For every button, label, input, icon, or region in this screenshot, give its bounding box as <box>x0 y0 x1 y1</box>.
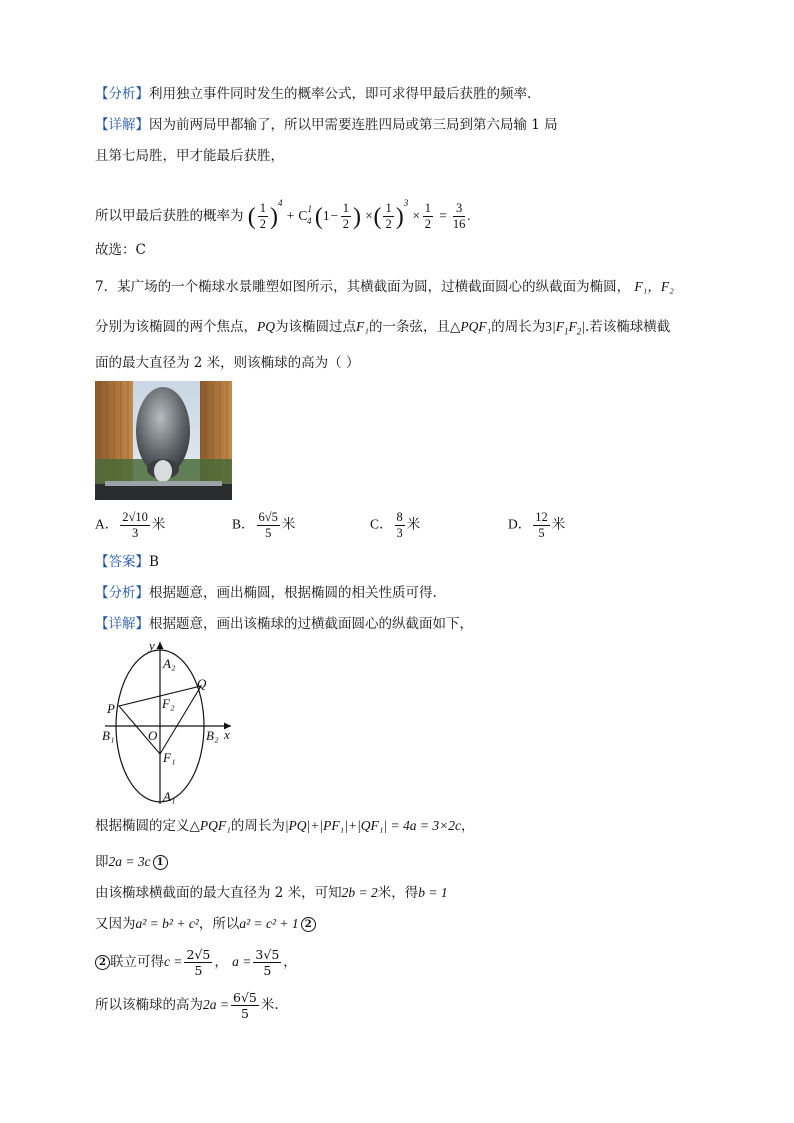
q7-stem-line1: 7．某广场的一个椭球水景雕塑如图所示，其横截面为圆，过横截面圆心的纵截面为椭圆， F₁，F₂ <box>95 279 674 295</box>
label-f1: F₁ <box>163 750 176 765</box>
step-5: 2 联立可得c = $\frac{2√5}{5}$ ， a = $\frac{3√5}{5}$ ， <box>95 945 297 979</box>
q7-analysis: 【分析】根据题意，画出椭圆，根据椭圆的相关性质可得. <box>95 585 437 601</box>
ellipse-diagram <box>93 636 243 815</box>
label-f2: F₂ <box>162 696 175 711</box>
detail-tag: 【详解】 <box>95 117 149 133</box>
probability-expression: ( $\frac{1}{2}$ )$^4 + C^1_4$ (1− $\frac{1}{2}$ ) ×( $\frac{1}{2}$ )$^3$ × $\frac{1}{2}$ = $\frac{3}{16}$ . <box>247 198 471 232</box>
label-q: Q <box>197 676 207 691</box>
detail-tag: 【详解】 <box>95 616 149 632</box>
circled-mark-2: 2 <box>301 917 316 932</box>
option-d[interactable]: D． $\frac{12}{5}$ 米 <box>508 510 566 540</box>
q7-answer: 【答案】B <box>95 554 159 570</box>
step-1: 根据椭圆的定义△PQF₁的周长为|PQ|+|PF₁|+|QF₁| = 4a = 3×2c， <box>95 818 475 834</box>
label-a2: A₂ <box>163 656 176 671</box>
option-b[interactable]: B． $\frac{6√5}{5}$ 米 <box>232 510 296 540</box>
label-o: O <box>148 728 158 743</box>
step-3: 由该椭球横截面的最大直径为 2 米，可知2b = 2米，得b = 1 <box>95 885 448 901</box>
label-b1: B₁ <box>102 728 115 743</box>
prev-detail-line2: 且第七局胜，甲才能最后获胜， <box>95 148 284 164</box>
label-y: y <box>149 638 155 653</box>
label-b2: B₂ <box>206 728 219 743</box>
q7-detail: 【详解】根据题意，画出该椭球的过横截面圆心的纵截面如下， <box>95 616 473 632</box>
sculpture-photo <box>95 381 232 500</box>
circled-mark-2: 2 <box>95 955 110 970</box>
step-6: 所以该椭球的高为2a = $\frac{6√5}{5}$ 米. <box>95 990 279 1021</box>
step-2: 即2a = 3c 1 <box>95 852 168 872</box>
label-p: P <box>107 701 115 716</box>
step-4: 又因为a² = b² + c²，所以a² = c² + 1 2 <box>95 914 316 934</box>
q7-stem-line2: 分别为该椭圆的两个焦点，PQ为该椭圆过点F₁的一条弦，且△PQF₁的周长为$3|F_1F_2|$.若该椭球横截 <box>95 319 671 337</box>
answer-tag: 【答案】 <box>95 554 149 570</box>
analysis-tag: 【分析】 <box>95 585 149 601</box>
prev-analysis: 【分析】利用独立事件同时发生的概率公式，即可求得甲最后获胜的频率. <box>95 86 532 102</box>
option-c[interactable]: C． $\frac{8}{3}$ 米 <box>370 510 421 540</box>
prev-answer: 故选：C <box>95 242 146 258</box>
label-a1: A₁ <box>163 789 176 804</box>
option-a[interactable]: A． $\frac{2√10}{3}$ 米 <box>95 510 166 540</box>
analysis-tag: 【分析】 <box>95 86 149 102</box>
prev-detail-line1: 【详解】因为前两局甲都输了，所以甲需要连胜四局或第三局到第六局输 1 局 <box>95 117 558 133</box>
circled-mark-1: 1 <box>153 855 168 870</box>
q7-stem-line3: 面的最大直径为 2 米，则该椭球的高为（ ） <box>95 355 360 371</box>
prev-probability-formula: 所以甲最后获胜的概率为 ( $\frac{1}{2}$ )$^4 + C^1_4$ (1− $\frac{1}{2}$ ) ×( $\frac{1}{2}$ )$^3$ × $\frac{1}{2}$ = $\frac{3}{16}$ . <box>95 198 471 232</box>
label-x: x <box>224 727 230 742</box>
